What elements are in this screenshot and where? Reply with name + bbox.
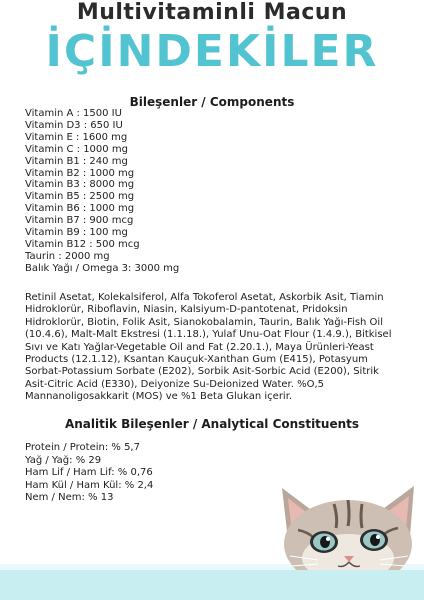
cat-illustration [278, 478, 418, 573]
list-item: Vitamin D3 : 650 IU [25, 119, 123, 131]
list-item: Vitamin B12 : 500 mcg [25, 238, 140, 250]
list-item: Ham Kül / Ham Kül: % 2,4 [25, 479, 154, 491]
list-item: Ham Lif / Ham Lif: % 0,76 [25, 467, 153, 479]
vitamin-list [25, 108, 179, 275]
product-title: Multivitaminli Macun [76, 0, 348, 25]
list-item: Vitamin B5 : 2500 mg [25, 191, 135, 203]
list-item: Vitamin B7 : 900 mcg [25, 215, 134, 227]
list-item: Yağ / Yağ: % 29 [25, 454, 102, 466]
analysis-list [25, 442, 153, 505]
list-item: Vitamin A : 1500 IU [25, 108, 122, 119]
bottom-band [0, 570, 424, 600]
ingredients-heading: İÇİNDEKİLER [45, 26, 379, 77]
list-item: Vitamin B2 : 1000 mg [25, 167, 135, 179]
list-item: Balık Yağı / Omega 3: 3000 mg [25, 262, 180, 274]
list-item: Vitamin E : 1600 mg [25, 131, 128, 143]
list-item: Vitamin B6 : 1000 mg [25, 203, 135, 215]
components-heading: Bileşenler / Components [129, 95, 295, 109]
list-item: Nem / Nem: % 13 [25, 492, 114, 504]
ingredients-paragraph: Retinil Asetat, Kolekalsiferol, Alfa Tokoferol Asetat, Askorbik Asit, Tiamin Hidroklorür, Riboflavin, Niasin, Kalsiyum-D-pantotenat, Pridoksin Hidroklorür, Biotin, Folik Asit, Sianokobalamin, Taurin, Balık Yağı-Fish Oil (10.4.6), Malt-Malt Ekstresi (1.1.18.), Yulaf Unu-Oat Flour (1.4.9.), Bitkisel Sıvı ve Katı Yağlar-Vegetable Oil and Fat (2.20.1.), Maya Ürünleri-Yeast Products (12.1.12), Ksantan Kauçuk-Xanthan Gum (E415), Potasyum Sorbat-Potassium Sorbate (E202), Sorbik Asit-Sorbic Acid (E200), Sitrik Asit-Citric Acid (E330), Deiyonize Su-Deionized Water. %O,5 Mannanoligosakkarit (MOS) ve %1 Beta Glukan içerir. [25, 292, 392, 403]
list-item: Vitamin B1 : 240 mg [25, 155, 128, 167]
list-item: Protein / Protein: % 5,7 [25, 442, 140, 453]
list-item: Vitamin B9 : 100 mg [25, 227, 128, 239]
list-item: Vitamin B3 : 8000 mg [25, 179, 135, 191]
list-item: Vitamin C : 1000 mg [25, 143, 128, 155]
list-item: Taurin : 2000 mg [25, 250, 110, 262]
analysis-heading: Analitik Bileşenler / Analytical Constituents [64, 417, 360, 431]
